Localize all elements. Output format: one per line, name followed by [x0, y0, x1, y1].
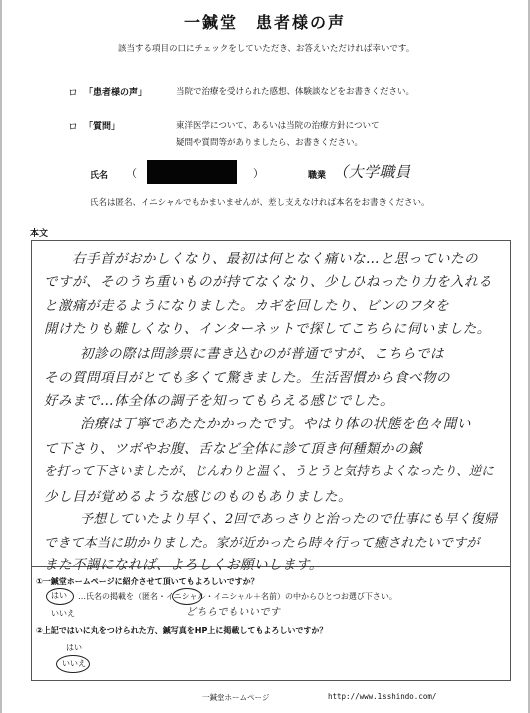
memo-line: また不調になれば、よろしくお願いします。: [44, 557, 323, 573]
option-voice-label: 「患者様の声」: [84, 88, 148, 98]
name-paren-open: （: [126, 167, 137, 180]
scan-edge-left: [0, 0, 2, 713]
memo-line: 治療は丁寧であたたかかったです。やはり体の状態を色々聞い: [80, 416, 471, 432]
q2-no[interactable]: いいえ: [62, 659, 86, 668]
memo-line: 開けたりも難しくなり、インターネットで探してこちらに伺いました。: [44, 321, 491, 337]
q2-yes[interactable]: はい: [66, 643, 82, 652]
job-label: 職業: [308, 171, 327, 181]
q1-detail: …氏名の掲載を（匿名・イニシャル・イニシャル＋名前）の中からひとつお選び下さい。: [78, 592, 397, 601]
memo-line: その質問項目がとても多くて驚きました。生活習慣から食べ物の: [44, 370, 450, 386]
job-value: （大学職員: [333, 163, 411, 181]
memo-line: 初診の際は問診票に書き込むのが普通ですが、こちらでは: [80, 346, 444, 362]
memo-line: 好みまで…体全体の調子を知ってもらえる感じでした。: [44, 393, 394, 409]
memo-line: できて本当に助かりました。家が近かったら時々行って癒されたいですが: [44, 536, 480, 551]
name-note: 氏名は匿名、イニシャルでもかまいませんが、差し支えなければ本名をお書きください。: [90, 198, 430, 208]
q1-handwritten: どちらでもいいです: [186, 607, 281, 618]
memo-line: 少し目が覚めるような感じのものもありました。: [44, 489, 352, 505]
checkbox-question[interactable]: ロ: [68, 122, 78, 133]
memo-line: 予想していたより早く、2回であっさりと治ったので仕事にも早く復帰: [80, 512, 498, 527]
footer-url[interactable]: http://www.1sshindo.com/: [328, 692, 437, 701]
memo-line: と激痛が走るようになりました。カギを回したり、ビンのフタを: [44, 298, 450, 314]
name-paren-close: ）: [253, 167, 264, 180]
q1-no[interactable]: いいえ: [51, 609, 75, 618]
memo-label: 本文: [30, 229, 49, 239]
option-question-desc2: 疑問や質問等がありましたら、お書きください。: [176, 138, 364, 148]
question-2: ②上記ではいに丸をつけられた方、鍼写真をHP上に掲載してもよろしいですか？: [36, 626, 328, 635]
option-question-label: 「質問」: [84, 122, 121, 132]
intro-text: 該当する項目の口にチェックをしていただき、お答えいただければ幸いです。: [118, 44, 415, 54]
question-1: ①一鍼堂ホームページに紹介させて頂いてもよろしいですか？: [36, 577, 259, 586]
memo-line: 右手首がおかしくなり、最初は何となく痛いな…と思っていたの: [72, 251, 478, 267]
checkbox-voice[interactable]: ロ: [68, 88, 78, 99]
name-label: 氏名: [90, 171, 109, 181]
page-title: 一鍼堂 患者様の声: [183, 13, 346, 32]
option-voice-desc: 当院で治療を受けられた感想、体験談などをお書きください。: [176, 87, 415, 97]
memo-line: ですが、そのうち重いものが持てなくなり、少しひねったり力を入れる: [44, 274, 492, 290]
name-redaction: [147, 160, 237, 184]
option-question-desc: 東洋医学について、あるいは当院の治療方針について: [176, 121, 380, 131]
memo-line: て下さり、ツボやお腹、舌など全体に診て頂き何種類かの鍼: [44, 441, 422, 457]
memo-line: を打って下さいましたが、じんわりと温く、うとうと気持ちよくなったり、逆に: [44, 463, 494, 478]
q1-yes[interactable]: はい: [51, 591, 67, 600]
footer-site-label: 一鍼堂ホームページ: [202, 693, 270, 702]
